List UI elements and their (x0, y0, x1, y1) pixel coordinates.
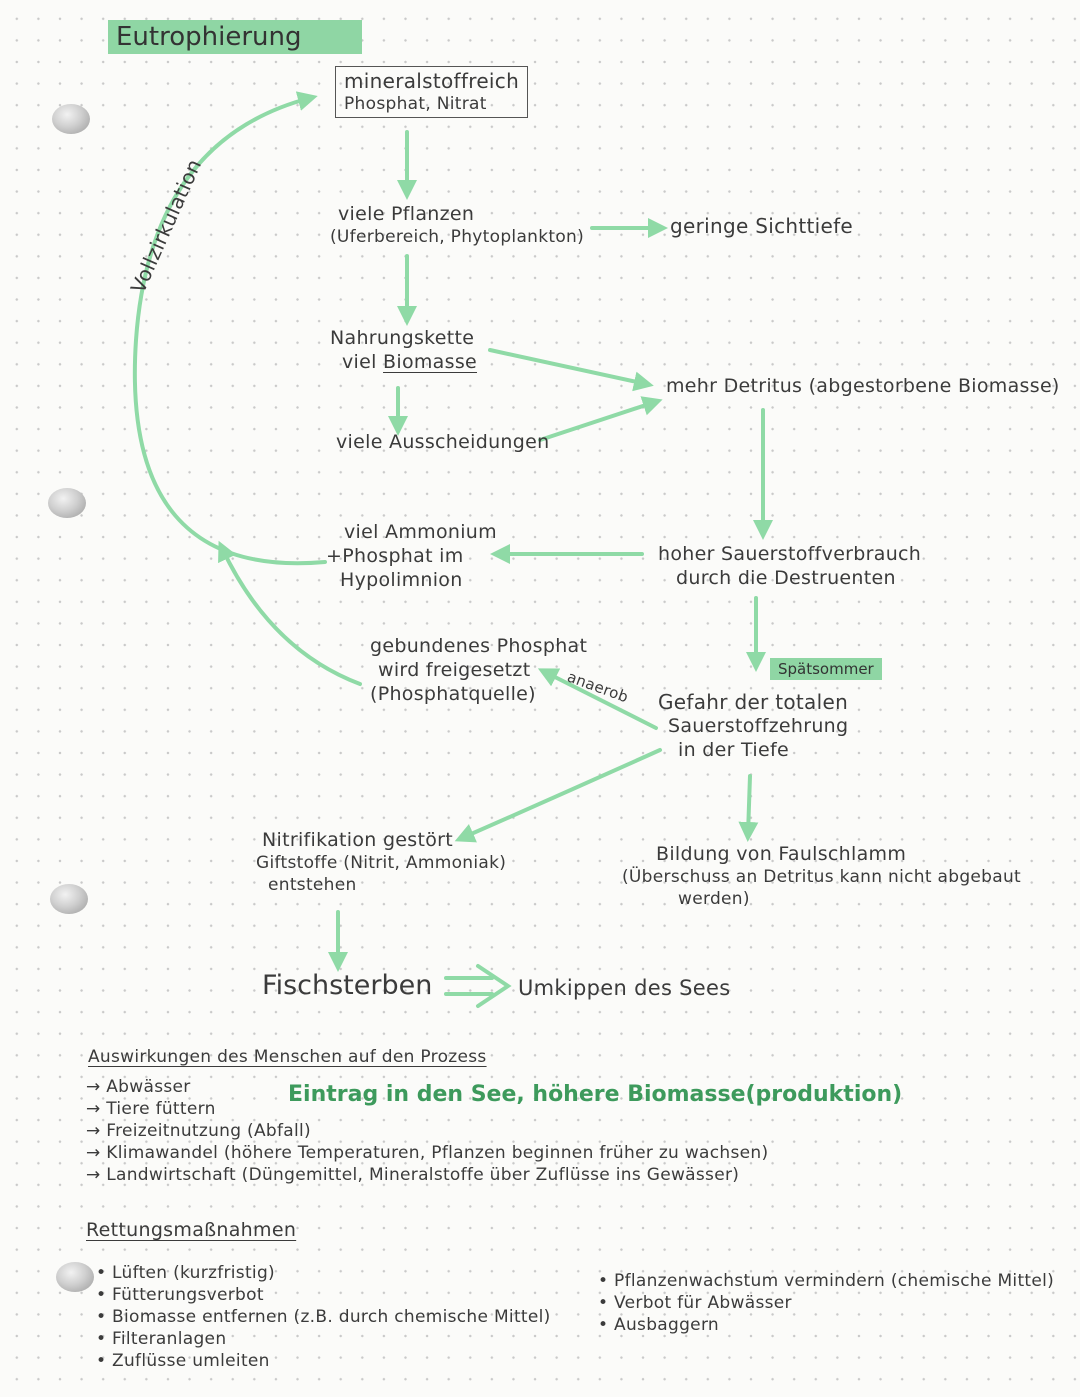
faulschlamm-line3: werden) (678, 889, 750, 909)
vollzirkulation-label: Vollzirkulation (125, 155, 207, 297)
nahrungskette-line2-prefix: viel (342, 351, 384, 373)
arrow-ausscheidungen-to-detritus (540, 402, 655, 440)
pflanzen-node (330, 202, 584, 248)
ammonium-line3: Hypolimnion (340, 569, 463, 591)
rettung-left-list (96, 1262, 551, 1372)
auswirkungen-list (86, 1076, 768, 1186)
umkippen-node: Umkippen des Sees (518, 976, 731, 1000)
arrow-gefahr-to-nitrifikation (462, 750, 660, 838)
ausscheidungen-node: viele Ausscheidungen (336, 431, 550, 453)
page-title: Eutrophierung (108, 20, 362, 54)
list-item: • Filteranlagen (96, 1329, 227, 1349)
rettung-right-list (598, 1270, 1054, 1336)
faulschlamm-line2: (Überschuss an Detritus kann nicht abgebaut (622, 867, 1022, 887)
gefahr-node (658, 690, 848, 762)
list-item: • Fütterungsverbot (96, 1285, 264, 1305)
arrow-vollzirkulation (135, 98, 325, 563)
auswirkungen-heading: Auswirkungen des Menschen auf den Prozess (88, 1047, 487, 1067)
pflanzen-line1: viele Pflanzen (338, 203, 475, 225)
gefahr-line3: in der Tiefe (678, 739, 789, 761)
list-item: • Pflanzenwachstum vermindern (chemische Mittel) (598, 1271, 1055, 1291)
list-item: • Biomasse entfernen (z.B. durch chemische Mittel) (96, 1307, 551, 1327)
auswirkungen-green-note: Eintrag in den See, höhere Biomasse(produktion) (288, 1082, 903, 1107)
list-item: → Tiere füttern (86, 1099, 216, 1119)
arrow-gefahr-to-faulschlamm (748, 776, 750, 834)
sichttiefe-node: geringe Sichttiefe (670, 214, 854, 238)
phosphat-node (370, 634, 587, 706)
double-arrow-head (478, 966, 508, 1006)
list-item: • Ausbaggern (598, 1315, 720, 1335)
pflanzen-line2: (Uferbereich, Phytoplankton) (330, 227, 585, 247)
list-item: • Lüften (kurzfristig) (96, 1263, 275, 1283)
nahrungskette-line1: Nahrungskette (330, 327, 475, 349)
nahrungskette-node (330, 326, 477, 374)
box-line1: mineralstoffreich (344, 69, 520, 93)
list-item: → Abwässer (86, 1077, 191, 1097)
box-line2: Phosphat, Nitrat (344, 94, 487, 114)
faulschlamm-node (622, 842, 1021, 910)
list-item: • Zuflüsse umleiten (96, 1351, 270, 1371)
phosphat-line2: wird freigesetzt (378, 659, 531, 681)
mineralstoff-box (335, 66, 528, 118)
phosphat-line3: (Phosphatquelle) (370, 683, 536, 705)
gefahr-line1: Gefahr der totalen (658, 690, 849, 714)
rettung-heading: Rettungsmaßnahmen (86, 1219, 297, 1241)
ammonium-line1: viel Ammonium (344, 521, 497, 543)
anaerob-label: anaerob (564, 667, 631, 707)
list-item: → Freizeitnutzung (Abfall) (86, 1121, 311, 1141)
ammonium-line2: +Phosphat im (326, 545, 464, 567)
spaetsommer-highlight: Spätsommer (770, 658, 882, 680)
nitrifikation-line3: entstehen (268, 875, 357, 895)
list-item: • Verbot für Abwässer (598, 1293, 792, 1313)
sauerstoff-line2: durch die Destruenten (676, 567, 896, 589)
sauerstoff-line1: hoher Sauerstoffverbrauch (658, 543, 922, 565)
list-item: → Klimawandel (höhere Temperaturen, Pflanzen beginnen früher zu wachsen) (86, 1143, 769, 1163)
fischsterben-node: Fischsterben (262, 970, 433, 1001)
biomasse-underlined: Biomasse (383, 351, 478, 373)
faulschlamm-line1: Bildung von Faulschlamm (656, 843, 907, 865)
nitrifikation-line1: Nitrifikation gestört (262, 829, 454, 851)
ammonium-node (326, 520, 497, 592)
gefahr-line2: Sauerstoffzehrung (668, 715, 849, 737)
sauerstoff-node (658, 542, 921, 590)
arrow-nahrungskette-to-detritus (490, 350, 646, 384)
nitrifikation-line2: Giftstoffe (Nitrit, Ammoniak) (256, 853, 507, 873)
nitrifikation-node (256, 828, 506, 896)
list-item: → Landwirtschaft (Düngemittel, Mineralstoffe über Zuflüsse ins Gewässer) (86, 1165, 740, 1185)
detritus-node: mehr Detritus (abgestorbene Biomasse) (666, 375, 1060, 397)
phosphat-line1: gebundenes Phosphat (370, 635, 588, 657)
